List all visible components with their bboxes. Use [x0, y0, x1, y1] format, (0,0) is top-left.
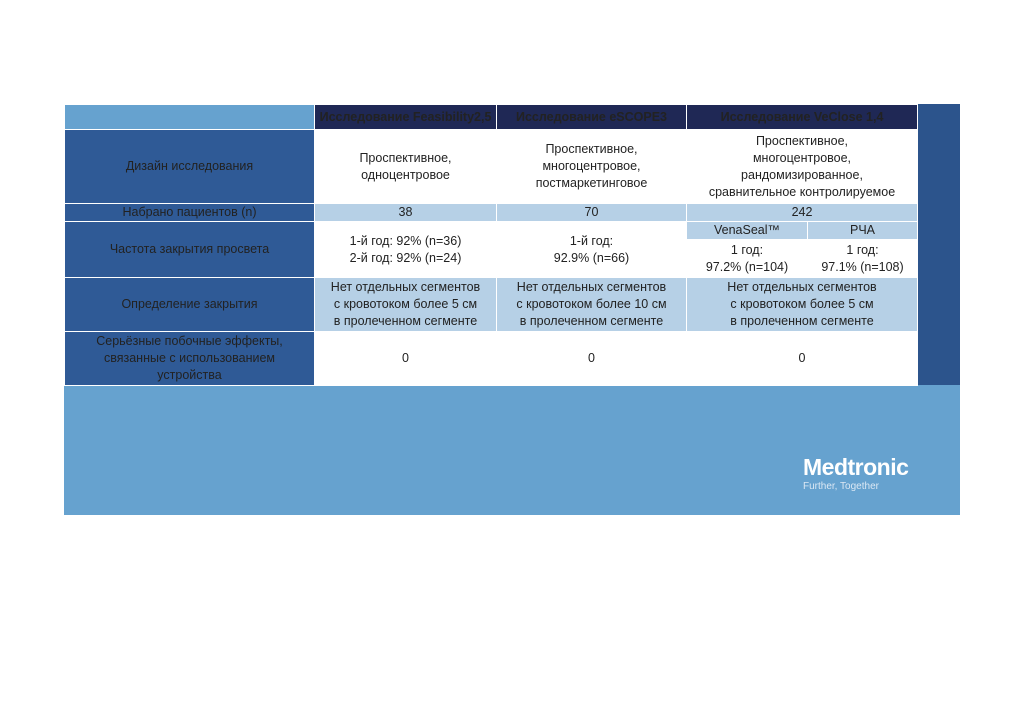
table-row — [65, 222, 918, 240]
cell-def-col1 — [315, 278, 497, 332]
slide — [64, 104, 960, 515]
cell-def-col2 — [497, 278, 687, 332]
cell-line: 1-й год: 92% (n=36) — [349, 233, 462, 248]
cell-line: с кровотоком более 10 см — [516, 297, 667, 311]
row-label-closure-def: Определение закрытия — [65, 278, 315, 332]
cell-line: в пролеченном сегменте — [730, 314, 874, 328]
cell-design-col3 — [687, 130, 918, 204]
cell-design-col2 — [497, 130, 687, 204]
cell-line: Проспективное, — [359, 150, 452, 165]
row-label-adverse — [65, 332, 315, 386]
cell-line: Проспективное, — [755, 133, 849, 148]
subheader-venaseal: VenaSeal™ — [687, 222, 808, 240]
cell-enrolled-col1: 38 — [315, 204, 497, 222]
table-header-row — [65, 105, 918, 130]
cell-line: Нет отдельных сегментов — [330, 280, 481, 294]
cell-adverse-col2: 0 — [497, 332, 687, 386]
cell-line: рандомизированное, — [741, 167, 863, 182]
cell-adverse-col3: 0 — [687, 332, 918, 386]
row-label-design: Дизайн исследования — [65, 130, 315, 204]
label-line: устройства — [157, 368, 222, 382]
cell-closure-venaseal — [687, 240, 808, 278]
header-blank-cell — [65, 105, 315, 130]
label-line: Серьёзные побочные эффекты, — [96, 334, 283, 348]
cell-closure-col1 — [315, 222, 497, 278]
cell-line: Проспективное, — [545, 142, 638, 156]
cell-line: с кровотоком более 5 см — [730, 297, 874, 311]
medtronic-logo — [803, 454, 933, 494]
header-escope: Исследование eSCOPE3 — [497, 105, 687, 130]
cell-line: 97.2% (n=104) — [705, 259, 789, 274]
cell-line: 97.1% (n=108) — [821, 259, 904, 274]
cell-def-col3 — [687, 278, 918, 332]
cell-line: постмаркетинговое — [535, 176, 648, 190]
subheader-rfa: РЧА — [808, 222, 918, 240]
cell-line: 92.9% (n=66) — [553, 250, 630, 265]
cell-line: одноцентровое — [361, 167, 450, 182]
comparison-table — [64, 104, 918, 386]
cell-line: многоцентровое, — [752, 150, 852, 165]
right-accent-bar — [917, 104, 960, 385]
row-label-closure-rate: Частота закрытия просвета — [65, 222, 315, 278]
cell-line: в пролеченном сегменте — [333, 314, 478, 328]
cell-line: 1 год: — [730, 242, 764, 257]
cell-enrolled-col2: 70 — [497, 204, 687, 222]
cell-line: с кровотоком более 5 см — [333, 297, 478, 311]
header-veclose: Исследование VeClose 1,4 — [687, 105, 918, 130]
cell-line: 1-й год: — [569, 233, 614, 248]
cell-line: 2-й год: 92% (n=24) — [349, 250, 462, 265]
table-row — [65, 130, 918, 204]
cell-line: сравнительное контролируемое — [708, 184, 896, 199]
cell-line: Нет отдельных сегментов — [727, 280, 877, 294]
cell-line: Нет отдельных сегментов — [516, 280, 667, 294]
cell-line: в пролеченном сегменте — [519, 314, 664, 328]
cell-adverse-col1: 0 — [315, 332, 497, 386]
header-feasibility: Исследование Feasibility2,5 — [315, 105, 497, 130]
cell-enrolled-col3: 242 — [687, 204, 918, 222]
logo-tagline: Further, Together — [803, 481, 879, 492]
label-line: связанные с использованием — [103, 351, 276, 365]
cell-line: многоцентровое, — [542, 159, 641, 173]
cell-closure-rfa — [808, 240, 918, 278]
row-label-enrolled: Набрано пациентов (n) — [65, 204, 315, 222]
cell-closure-col2 — [497, 222, 687, 278]
cell-line: 1 год: — [846, 242, 879, 257]
cell-design-col1 — [315, 130, 497, 204]
logo-name: Medtronic — [803, 454, 909, 480]
table-row — [65, 278, 918, 332]
table-row — [65, 332, 918, 386]
table-row — [65, 204, 918, 222]
